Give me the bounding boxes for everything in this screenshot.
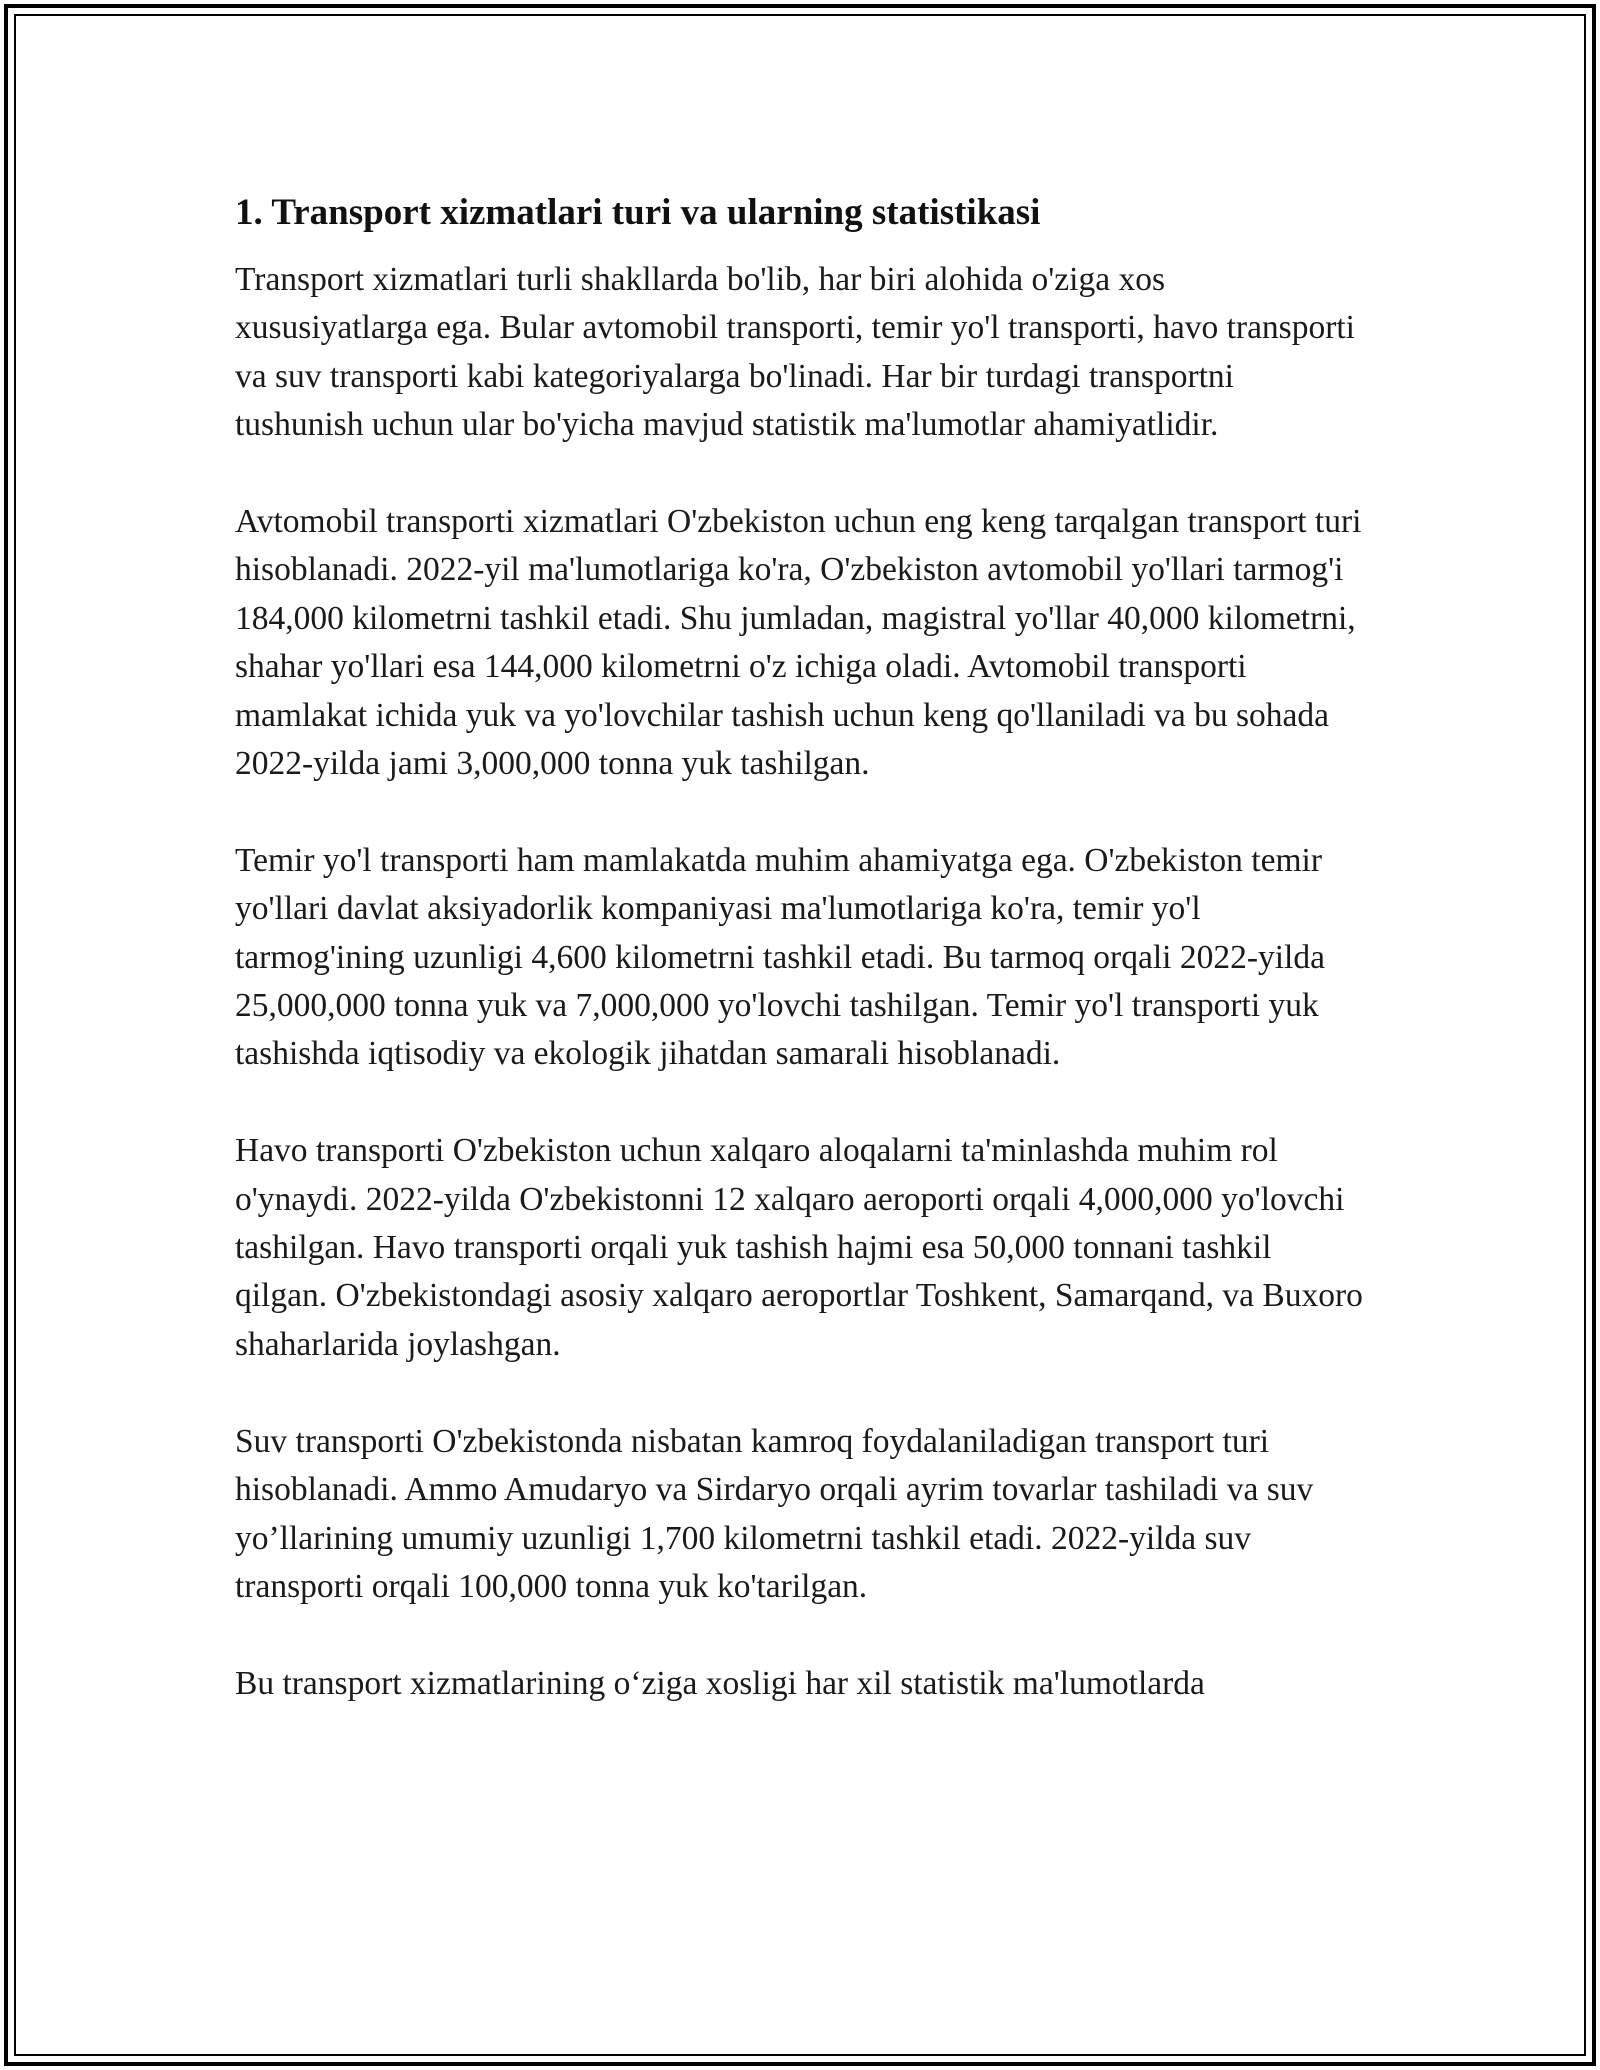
paragraph-rail-transport: Temir yo'l transporti ham mamlakatda muhim ahamiyatga ega. O'zbekiston temir yo'llari davlat aksiyadorlik kompaniyasi ma'lumotlariga ko'ra, temir yo'l tarmog'ining uzunligi 4,600 kilometrni tashkil etadi. Bu tarmoq orqali 2022-yilda 25,000,000 tonna yuk va 7,000,000 yo'lovchi tashilgan. Temir yo'l transporti yuk tashishda iqtisodiy va ekologik jihatdan samarali hisoblanadi. (235, 841, 1325, 1073)
section-heading: 1. Transport xizmatlari turi va ularning statistikasi (235, 192, 1041, 233)
paragraph-road-transport: Avtomobil transporti xizmatlari O'zbekiston uchun eng keng tarqalgan transport turi hisoblanadi. 2022-yil ma'lumotlariga ko'ra, O'zbekiston avtomobil yo'llari tarmog'i 184,000 kilometrni tashkil etadi. Shu jumladan, magistral yo'llar 40,000 kilometrni, shahar yo'llari esa 144,000 kilometrni o'z ichiga oladi. Avtomobil transporti mamlakat ichida yuk va yo'lovchilar tashish uchun keng qo'llaniladi va bu sohada 2022-yilda jami 3,000,000 tonna yuk tashilgan. (235, 503, 1362, 783)
document-body (235, 188, 1365, 1757)
paragraph-air-transport: Havo transporti O'zbekiston uchun xalqaro aloqalarni ta'minlashda muhim rol o'ynaydi. 2022-yilda O'zbekistonni 12 xalqaro aeroporti orqali 4,000,000 yo'lovchi tashilgan. Havo transporti orqali yuk tashish hajmi esa 50,000 tonnani tashkil qilgan. O'zbekistondagi asosiy xalqaro aeroportlar Toshkent, Samarqand, va Buxoro shaharlarida joylashgan. (235, 1132, 1363, 1363)
paragraph-intro: Transport xizmatlari turli shakllarda bo'lib, har biri alohida o'ziga xos xususiyatlarga ega. Bular avtomobil transporti, temir yo'l transporti, havo transporti va suv transporti kabi kategoriyalarga bo'linadi. Har bir turdagi transportni tushunish uchun ular bo'yicha mavjud statistik ma'lumotlar ahamiyatlidir. (235, 261, 1355, 444)
paragraph-closing: Bu transport xizmatlarining o‘ziga xosligi har xil statistik ma'lumotlarda (235, 1664, 1205, 1702)
paragraph-water-transport: Suv transporti O'zbekistonda nisbatan kamroq foydalaniladigan transport turi hisoblanadi. Ammo Amudaryo va Sirdaryo orqali ayrim tovarlar tashiladi va suv yo’llarining umumiy uzunligi 1,700 kilometrni tashkil etadi. 2022-yilda suv transporti orqali 100,000 tonna yuk ko'tarilgan. (235, 1422, 1314, 1605)
